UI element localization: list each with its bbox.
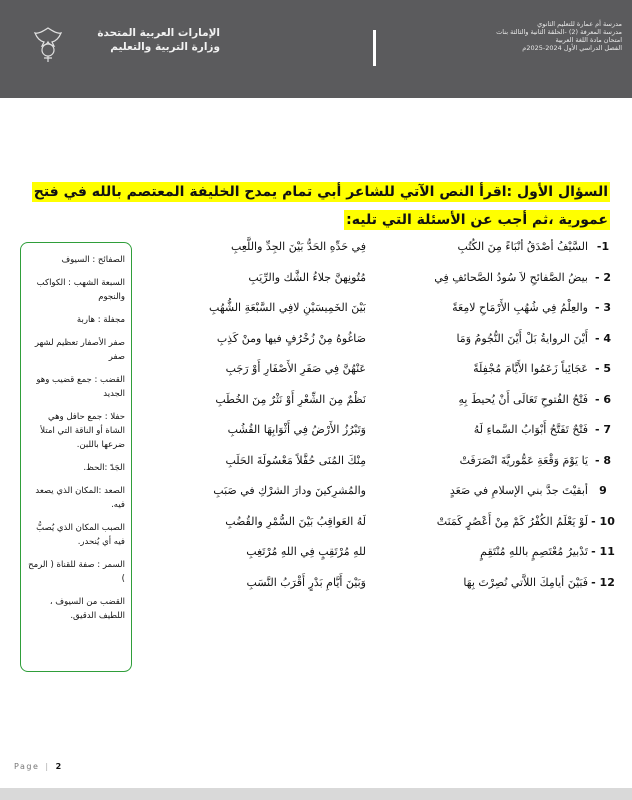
verse-number: 7 - xyxy=(594,423,612,436)
ministry-line: وزارة التربية والتعليم xyxy=(110,41,220,53)
verse-second-hemistich: وَبَيْنَ أَيَّامِ بَدْرٍ أَقْرَبُ النَّسَبِ xyxy=(246,575,366,589)
glossary-item: الجَدّ :الحظ. xyxy=(83,463,125,473)
verse-number: 3 - xyxy=(594,301,612,314)
glossary-box xyxy=(20,242,132,672)
glossary-item: الصبب المكان الذي يُصبُّ فيه أي يُنحدر. xyxy=(36,523,125,547)
uae-emblem-icon xyxy=(32,24,64,64)
glossary-item: السمر : صفة للقناة ( الرمح ) xyxy=(28,560,125,584)
verse-second-hemistich: فِي حَدِّهِ الحَدُّ بَيْنَ الجِدِّ واللَّعِبِ xyxy=(230,240,366,253)
verse-first-hemistich: لَوْ يَعْلَمُ الكُفْرُ كَمْ مِنْ أَعْصُرٍ كَمَنَتْ xyxy=(436,514,588,528)
glossary-item: القضب : جمع قضيب وهو الجديد xyxy=(36,375,125,399)
school-info-line: الفصل الدراسي الأول 2024-2025م xyxy=(522,44,622,52)
verse-row xyxy=(140,568,616,599)
ministry-line: الإمارات العربية المتحدة xyxy=(97,27,220,39)
verse-number: 9 xyxy=(599,484,607,497)
verse-row xyxy=(140,446,616,477)
bottom-bar xyxy=(0,788,632,800)
verse-first-hemistich: تَدْبيرُ مُعْتَصِمٍ باللهِ مُنْتَقِمٍ xyxy=(480,545,588,558)
page-header xyxy=(0,0,632,98)
verse-second-hemistich: والمُشرِكينَ ودارَ الشرْكِ في صَبَبِ xyxy=(213,484,366,497)
verse-number: 2 - xyxy=(594,270,612,284)
question-title-line1: السؤال الأول :اقرأ النص الآتي للشاعر أبي تمام يمدح الخليفة المعتصم بالله في فتح xyxy=(33,184,608,200)
header-divider xyxy=(373,30,376,66)
glossary-item: السبعة الشهب : الكواكب والنجوم xyxy=(36,278,125,302)
verse-second-hemistich: مِنْكَ المُنَى حُفَّلاً مَعْسُولَةَ الحَلَبِ xyxy=(225,453,366,467)
ministry-name xyxy=(70,26,220,54)
verse-row xyxy=(140,232,616,263)
school-info-line: مدرسة المعرفة (2) -الحلقة الثانية والثالثة بنات xyxy=(496,28,622,36)
verse-second-hemistich: مُتُونِهنَّ جلاءُ الشَّك والرِّيَبِ xyxy=(248,270,366,284)
verse-row xyxy=(140,537,616,568)
verse-first-hemistich: والعِلْمُ فِي شُهُبِ الأَرْمَاحِ لامِعَةً xyxy=(452,301,588,314)
glossary-item: صفر الأصفار تعظيم لشهر صفر xyxy=(34,338,125,362)
verse-second-hemistich: للهِ مُرْتَقِبٍ فِي اللهِ مُرْتَغِبِ xyxy=(246,545,366,558)
verse-number: 6 - xyxy=(594,392,612,406)
verse-first-hemistich: فَتْحُ الفُتوحِ تَعَالَى أَنْ يُحيطَ بِهِ xyxy=(458,392,588,406)
page-footer xyxy=(14,762,63,771)
verse-second-hemistich: بَيْنَ الخَمِيسَيْنِ لافِي السَّبْعَةِ الشُّهُبِ xyxy=(209,301,366,314)
question-title xyxy=(22,178,610,234)
verse-second-hemistich: صَاغُوهُ مِنْ زُخْرُفٍ فيها ومنْ كَذِبِ xyxy=(216,331,366,345)
verse-first-hemistich: أَيْنَ الروايةُ بَلْ أَيْنَ النُّجُومُ وَمَا xyxy=(456,331,588,345)
verse-row xyxy=(140,476,616,507)
verse-row xyxy=(140,507,616,538)
verse-number: 1- xyxy=(596,240,610,253)
verse-first-hemistich: عَجَائِباً زَعَمُوا الأَيَّامَ مُجْفِلَةً xyxy=(473,362,588,375)
glossary-item: القضب من السيوف ، اللطيف الدقيق. xyxy=(49,597,125,621)
verse-row xyxy=(140,385,616,416)
verse-first-hemistich: أبقيْتَ جدَّ بني الإسلامِ في صَعَدٍ xyxy=(449,484,588,497)
verse-second-hemistich: نَظْمٌ مِنَ الشِّعْرِ أَوْ نَثْرٌ مِنَ الخُطَبِ xyxy=(215,392,366,406)
verse-second-hemistich: وَتَبْرُزُ الأَرْضُ فِي أَثْوَابِهَا القُشُبِ xyxy=(227,423,366,436)
school-info xyxy=(462,20,622,52)
verse-number: 11 - xyxy=(591,545,615,558)
verse-row xyxy=(140,324,616,355)
verse-number: 12 - xyxy=(591,575,615,589)
school-info-line: امتحان مادة اللغة العربية xyxy=(555,36,622,44)
verse-row xyxy=(140,415,616,446)
glossary-item: مجفلة : هاربة xyxy=(76,315,125,325)
verse-first-hemistich: فَتْحٌ تَفَتَّحُ أَبْوَابُ السَّماءِ لَهُ xyxy=(473,423,588,436)
verse-first-hemistich: يَا يَوْمَ وَقْعَةِ عَمُّوريَّةَ انْصَرَفَتْ xyxy=(459,453,588,467)
verse-number: 5 - xyxy=(594,362,612,375)
poem xyxy=(140,232,616,598)
verse-first-hemistich: بيضُ الصَّفائحِ لاَ سُودُ الصَّحائفِ فِي xyxy=(434,270,588,284)
page-number: 2 xyxy=(55,762,63,771)
verse-number: 4 - xyxy=(594,331,612,345)
school-info-line: مدرسة أم عمارة للتعليم الثانوي xyxy=(537,20,622,28)
verse-second-hemistich: عَنْهُنَّ فِي صَفَرِ الأَصْفَارِ أَوْ رَجَبِ xyxy=(225,362,366,375)
verse-row xyxy=(140,263,616,294)
verse-row xyxy=(140,293,616,324)
glossary-item: الصعد :المكان الذي يصعد فيه. xyxy=(35,486,125,510)
page-word: Page xyxy=(14,762,40,771)
glossary-item: الصفائح : السيوف xyxy=(61,255,125,265)
glossary-item: حفلا : جمع حافل وهي الشاة أو الناقة التي امتلأ ضرعها باللبن. xyxy=(40,412,125,450)
footer-separator: | xyxy=(45,762,50,771)
verse-row xyxy=(140,354,616,385)
verse-second-hemistich: لَهُ العَواقِبُ بَيْنَ السُّمْرِ والقُضُبِ xyxy=(225,514,366,528)
verse-number: 8 - xyxy=(594,453,612,467)
verse-number: 10 - xyxy=(591,514,615,528)
verse-first-hemistich: فَبَيْنَ أيامِكَ اللاَّتي نُصِرْتَ بِهَا xyxy=(463,575,588,589)
verse-first-hemistich: السَّيْفُ أصْدَقُ أنْبَاءً مِنَ الكُتُبِ xyxy=(457,240,588,253)
question-title-line2: عمورية ،ثم أجب عن الأسئلة التي تليه: xyxy=(346,212,608,228)
